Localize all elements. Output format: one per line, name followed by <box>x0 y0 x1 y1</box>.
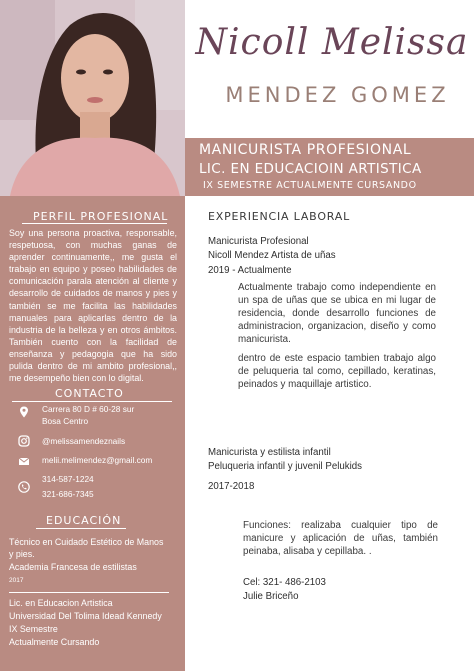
phone-2[interactable]: 321-686-7345 <box>42 489 94 499</box>
phone-icon <box>18 481 30 493</box>
job-2-reference-name: Julie Briceño <box>243 591 299 602</box>
education-item-2-title: Lic. en Educacion Artistica <box>9 598 113 608</box>
job-2-dates: 2017-2018 <box>208 481 255 492</box>
experience-heading: EXPERIENCIA LABORAL <box>208 210 351 223</box>
title-line-2: LIC. EN EDUCACIOIN ARTISTICA <box>199 161 422 177</box>
title-line-1: MANICURISTA PROFESIONAL <box>199 142 412 158</box>
job-2-company: Peluqueria infantil y juvenil Pelukids <box>208 461 363 472</box>
contact-heading: CONTACTO <box>55 387 124 400</box>
job-2-description: Funciones: realizaba cualquier tipo de manicure y aplicación de uñas, también peinaba, alisaba y cepillaba. . <box>243 520 438 557</box>
profile-heading: PERFIL PROFESIONAL <box>33 210 169 223</box>
profile-text: Soy una persona proactiva, responsable, respetuosa, con muchas ganas de aprender continuamente,, me gusta el trabajo en equipo y poseo habilidades de comunicación parala atención al cliente y desarrollo de cuidados de manos y pies y también se me facilita las habilidades manuales para aplicarlas dentro de la industria de la belleza y en otros ámbitos. También cuento con la facilidad de enseñanza y pedagogia que ha sido pulida dentro de mi ambito profesional,, me desempeño bien con lo digital. <box>9 228 177 384</box>
job-1-dates: 2019 - Actualmente <box>208 265 292 276</box>
title-band <box>185 138 474 196</box>
job-1-company: Nicoll Mendez Artista de uñas <box>208 250 336 261</box>
job-2-reference-phone: Cel: 321- 486-2103 <box>243 577 326 588</box>
education-heading: EDUCACIÓN <box>46 514 122 527</box>
address-line-2: Bosa Centro <box>42 416 89 426</box>
title-line-3: IX SEMESTRE ACTUALMENTE CURSANDO <box>203 180 417 191</box>
education-item-1-title-cont: y pies. <box>9 549 35 559</box>
job-1-title: Manicurista Profesional <box>208 236 309 247</box>
profile-photo <box>0 0 185 196</box>
phone-1[interactable]: 314-587-1224 <box>42 474 94 484</box>
first-name: Nicoll Melissa <box>195 22 469 63</box>
instagram-icon <box>18 435 30 447</box>
education-item-2-status: Actualmente Cursando <box>9 637 100 647</box>
last-name: MENDEZ GOMEZ <box>225 83 450 107</box>
job-1-description: Actualmente trabajo como independiente en un spa de uñas que se ubica en mi lugar de residencia, donde desarrollo funciones de administracion, organizacion, diseño y como manicurista. <box>238 282 436 345</box>
education-item-2-semester: IX Semestre <box>9 624 58 634</box>
envelope-icon <box>18 455 30 467</box>
job-1-description-2: dentro de este espacio tambien trabajo algo de peluqueria tal como, cepillado, keratinas, peinados y maquillaje artistico. <box>238 353 436 390</box>
profile-divider <box>22 223 167 224</box>
job-2-title: Manicurista y estilista infantil <box>208 447 331 458</box>
email-link[interactable]: melii.melimendez@gmail.com <box>42 455 153 465</box>
education-item-1-year: 2017 <box>9 577 24 584</box>
education-divider <box>36 528 126 529</box>
location-pin-icon <box>18 406 30 418</box>
address-line-1: Carrera 80 D # 60-28 sur <box>42 404 135 414</box>
education-item-2-school: Universidad Del Tolima Idead Kennedy <box>9 611 162 621</box>
education-item-1-title: Técnico en Cuidado Estético de Manos <box>9 537 164 547</box>
contact-divider <box>12 401 172 402</box>
education-item-divider <box>9 592 169 593</box>
instagram-handle[interactable]: @melissamendeznails <box>42 436 126 446</box>
education-item-1-school: Academia Francesa de estilistas <box>9 562 137 572</box>
